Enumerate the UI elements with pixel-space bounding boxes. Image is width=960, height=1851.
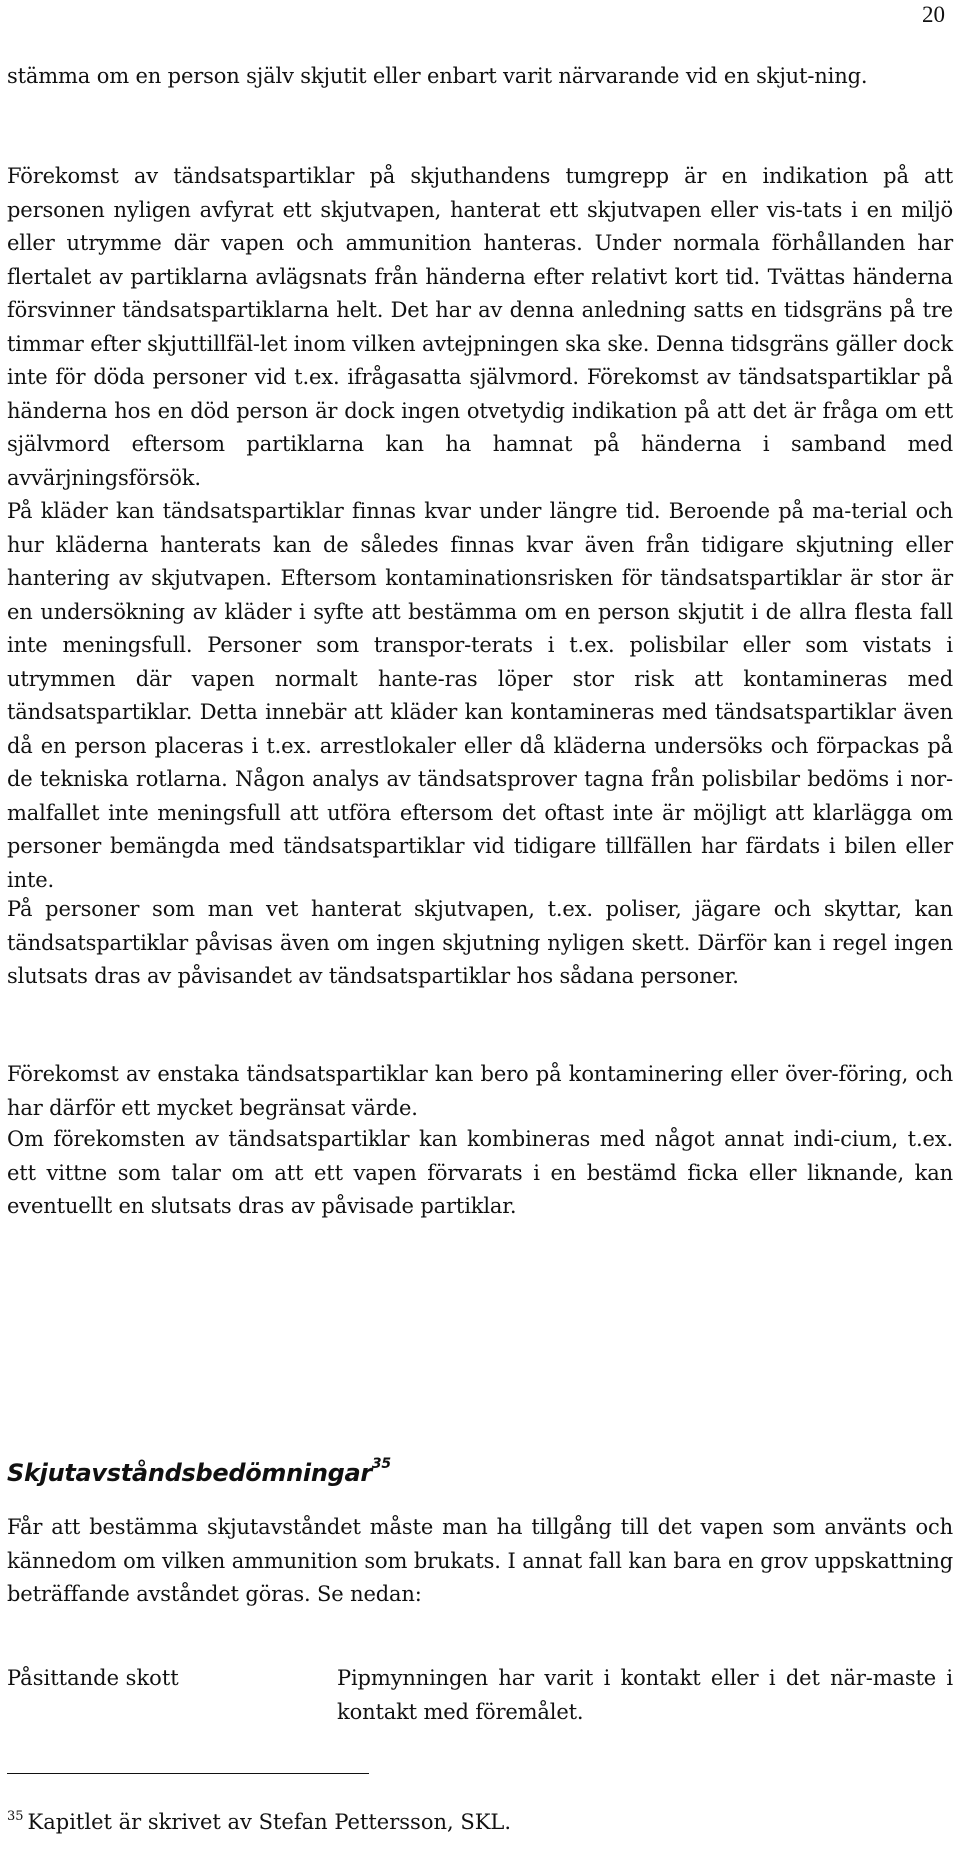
definition-description: Pipmynningen har varit i kontakt eller i det när-maste i kontakt med föremålet. — [337, 1666, 953, 1724]
paragraph-3: På kläder kan tändsatspartiklar finnas kvar under längre tid. Beroende på ma-terial och hur kläderna hanterats kan de således finnas kvar även från tidigare skjutning eller hantering av skjutvapen. Eftersom kontaminationsrisken för tändsatspartiklar är stor är en undersökning av kläder i syfte att bestämma om en person skjutit i de allra flesta fall inte meningsfull. Personer som transpor-terats i t.ex. polisbilar eller som vistats i utrymmen där vapen normalt hante-ras löper stor risk att kontamineras med tändsatspartiklar. Detta innebär att kläder kan kontamineras med tändsatspartiklar även då en person placeras i t.ex. arrestlokaler eller då kläderna undersöks och förpackas på de tekniska rotlarna. Någon analys av tändsatsprover tagna från polisbilar bedöms i nor-malfallet inte meningsfull att utföra eftersom det oftast inte är möjligt att klarlägga om personer bemängda med tändsatspartiklar vid tidigare tillfällen har färdats i bilen eller inte. — [7, 499, 953, 892]
section-heading-text: Skjutavståndsbedömningar — [7, 1459, 372, 1487]
paragraph-5: Förekomst av enstaka tändsatspartiklar kan bero på kontaminering eller över-föring, och har därför ett mycket begränsat värde. — [7, 1062, 953, 1120]
paragraph-6: Om förekomsten av tändsatspartiklar kan kombineras med något annat indi-cium, t.ex. ett vittne som talar om att ett vapen förvarats i en bestämd ficka eller liknande, kan eventuellt en slutsats dras av påvisade partiklar. — [7, 1127, 953, 1218]
footnote-text: Kapitlet är skrivet av Stefan Pettersson, SKL. — [27, 1810, 512, 1834]
paragraph-2: Förekomst av tändsatspartiklar på skjuthandens tumgrepp är en indikation på att personen nyligen avfyrat ett skjutvapen, hanterat ett skjutvapen eller vis-tats i en miljö eller utrymme där vapen och ammunition hanteras. Under normala förhållanden har flertalet av partiklarna avlägsnats från händerna efter relativt kort tid. Tvättas händerna försvinner tändsatspartiklarna helt. Det har av denna anledning satts en tidsgräns på tre timmar efter skjuttillfäl-let inom vilken avtejpningen ska ske. Denna tidsgräns gäller dock inte för döda personer vid t.ex. ifrågasatta självmord. Förekomst av tändsatspartiklar på händerna hos en död person är dock ingen otvetydig indikation på att det är fråga om ett självmord eftersom partiklarna kan ha hamnat på händerna i samband med avvärjningsförsök. — [7, 164, 953, 490]
page-number: 20 — [922, 2, 945, 27]
section-intro: Får att bestämma skjutavståndet måste man ha tillgång till det vapen som använts och kännedom om vilken ammunition som brukats. I annat fall kan bara en grov uppskattning beträffande avståndet göras. Se nedan: — [7, 1515, 953, 1606]
footnote — [7, 1807, 511, 1837]
footnote-separator — [7, 1773, 369, 1774]
section-heading — [7, 1457, 391, 1489]
definition-term: Påsittande skott — [7, 1666, 179, 1690]
paragraph-4: På personer som man vet hanterat skjutvapen, t.ex. poliser, jägare och skyttar, kan tändsatspartiklar påvisas även om ingen skjutning nyligen skett. Därför kan i regel ingen slutsats dras av påvisandet av tändsatspartiklar hos sådana personer. — [7, 897, 953, 988]
heading-footnote-ref: 35 — [371, 1456, 391, 1472]
footnote-number: 35 — [7, 1809, 24, 1824]
paragraph-1: stämma om en person själv skjutit eller enbart varit närvarande vid en skjut-ning. — [7, 64, 868, 88]
